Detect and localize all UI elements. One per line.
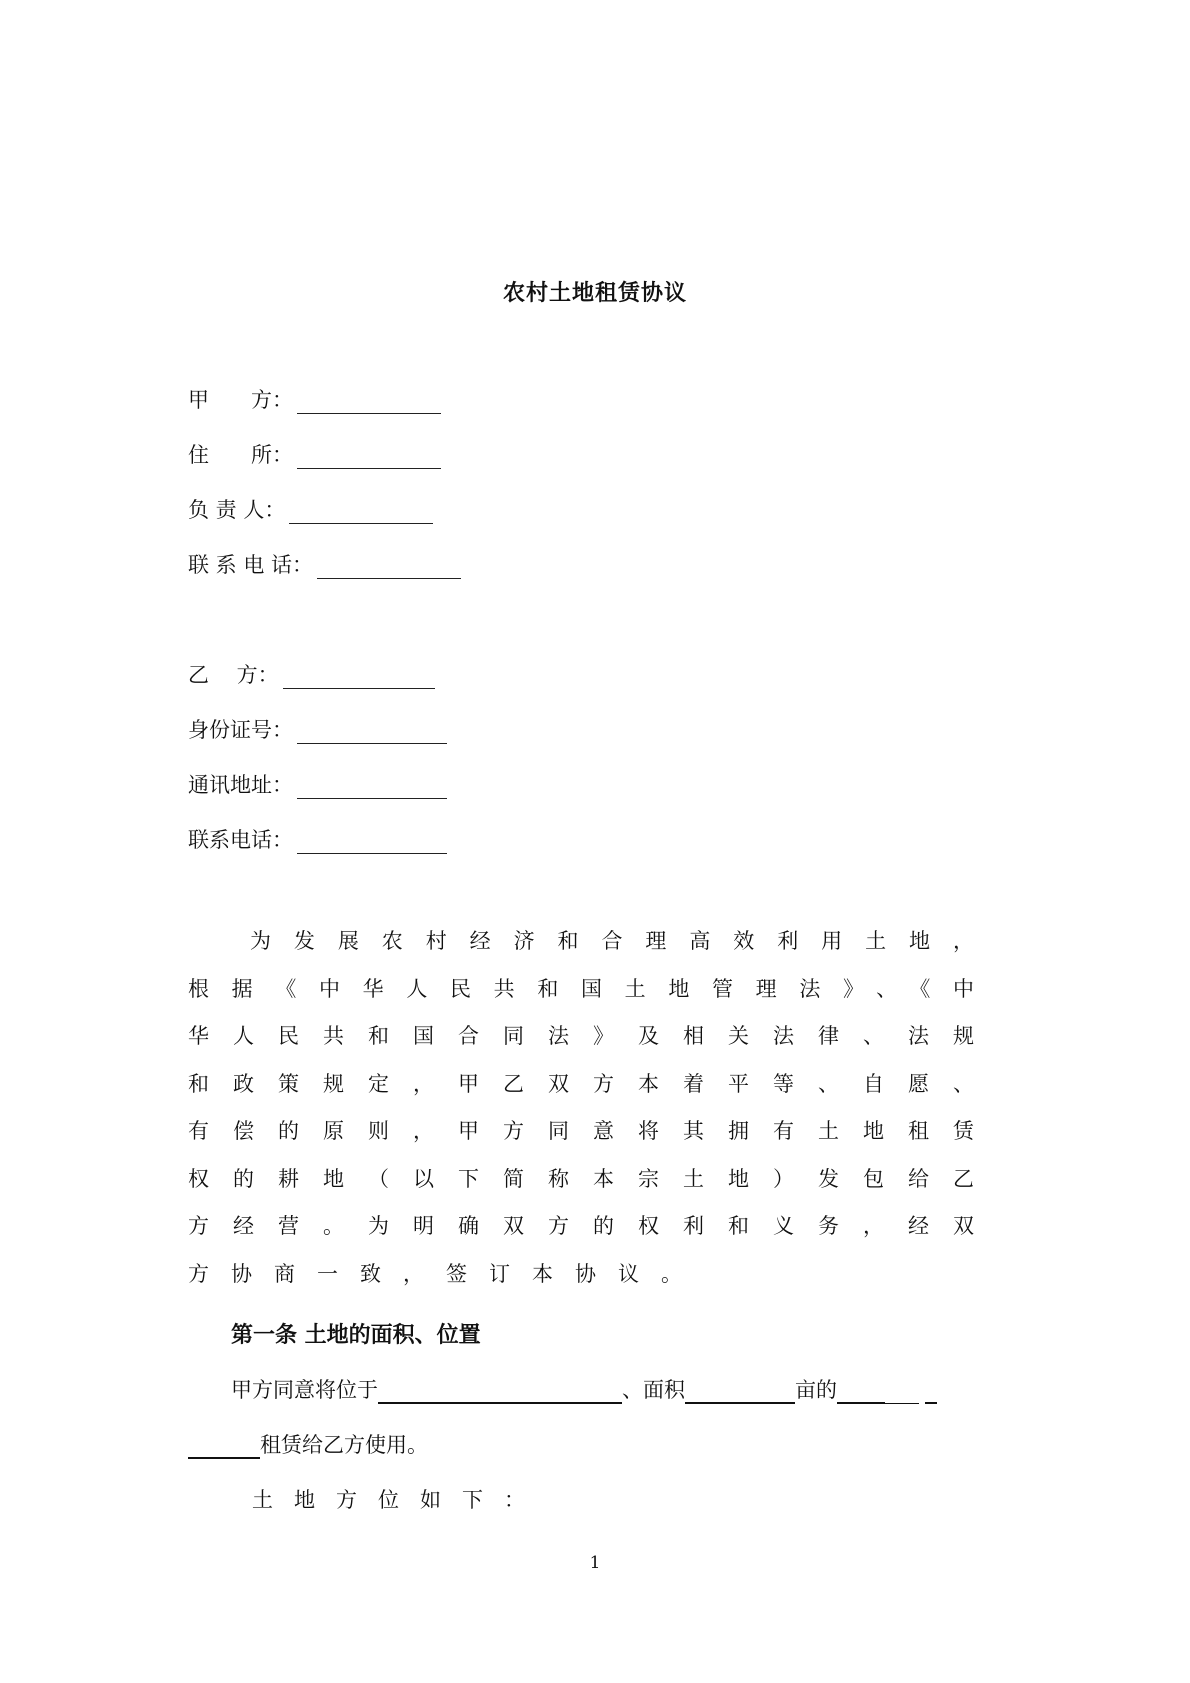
land-type-blank-part-2[interactable] <box>885 1381 919 1404</box>
party-b-name-blank[interactable] <box>283 666 435 689</box>
party-b-phone-blank[interactable] <box>297 831 447 854</box>
party-b-phone-label: 联系电话： <box>188 828 293 852</box>
party-a-leader-blank[interactable] <box>289 501 433 524</box>
party-a-phone-label: 联 系 电 话： <box>188 553 314 577</box>
intro-paragraph: 为发展农村经济和合理高效利用土地，根据《中华人民共和国土地管理法》、《中华人民共和国合同法》及相关法律、法规和政策规定，甲乙双方本着平等、自愿、有偿的原则，甲方同意将其拥有土地租赁权的耕地（以下简称本宗土地）发包给乙方经营。为明确双方的权利和义务，经双方协商一致，签订本协议。 <box>188 929 996 1286</box>
party-b-id-blank[interactable] <box>297 721 447 744</box>
party-a-name-row <box>188 384 441 414</box>
article-1-text-area: 、面积 <box>622 1378 685 1402</box>
article-1-text-located-at: 甲方同意将位于 <box>231 1378 378 1402</box>
party-b-address-blank[interactable] <box>297 776 447 799</box>
party-b-name-row <box>188 659 435 689</box>
article-1-heading: 第一条 土地的面积、位置 <box>231 1322 481 1348</box>
party-a-address-label: 住 所： <box>188 443 293 467</box>
page-number: 1 <box>589 1553 601 1573</box>
party-b-name-label: 乙 方： <box>188 663 279 687</box>
article-1-text-leased-to: 租赁给乙方使用。 <box>260 1433 428 1457</box>
party-a-leader-row <box>188 494 433 524</box>
article-1-text-mu-of: 亩的 <box>795 1378 837 1402</box>
party-b-address-row <box>188 769 447 799</box>
party-a-name-label: 甲 方： <box>188 388 293 412</box>
party-a-leader-label: 负 责 人： <box>188 498 286 522</box>
party-a-address-blank[interactable] <box>297 446 441 469</box>
party-a-phone-blank[interactable] <box>317 556 461 579</box>
party-a-phone-row <box>188 549 461 579</box>
land-type-blank-part-1[interactable] <box>837 1380 885 1404</box>
party-a-address-row <box>188 439 441 469</box>
party-b-phone-row <box>188 824 447 854</box>
party-b-id-label: 身份证号： <box>188 718 293 742</box>
land-type-blank-part-3[interactable] <box>925 1380 937 1404</box>
location-blank[interactable] <box>378 1380 622 1404</box>
party-b-id-row <box>188 714 447 744</box>
article-1-location-label: 土地方位如下： <box>252 1488 546 1512</box>
land-type-blank-continued[interactable] <box>188 1435 260 1459</box>
article-1-line-1 <box>231 1374 937 1404</box>
document-title: 农村土地租赁协议 <box>502 280 687 306</box>
article-1-line-2 <box>188 1429 428 1459</box>
party-a-name-blank[interactable] <box>297 391 441 414</box>
area-blank[interactable] <box>685 1380 795 1404</box>
party-b-address-label: 通讯地址： <box>188 773 293 797</box>
